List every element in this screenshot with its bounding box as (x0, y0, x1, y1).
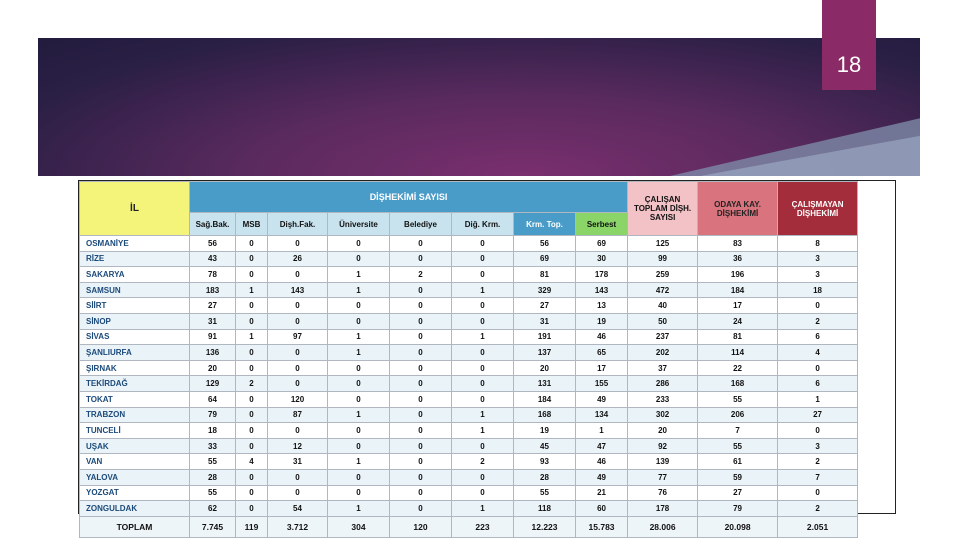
value-cell: 183 (190, 282, 236, 298)
value-cell: 1 (328, 454, 390, 470)
value-cell: 1 (452, 501, 514, 517)
decorative-sweep (670, 106, 920, 176)
city-cell: SİİRT (80, 298, 190, 314)
city-cell: TOPLAM (80, 516, 190, 537)
value-cell: 131 (514, 376, 576, 392)
value-cell: 0 (236, 407, 268, 423)
value-cell: 27 (190, 298, 236, 314)
col-header-belediye: Belediye (390, 213, 452, 236)
value-cell: 136 (190, 345, 236, 361)
value-cell: 1 (576, 423, 628, 439)
value-cell: 26 (268, 251, 328, 267)
value-cell: 0 (452, 251, 514, 267)
odaya-cell: 24 (698, 313, 778, 329)
value-cell: 13 (576, 298, 628, 314)
odaya-cell: 20.098 (698, 516, 778, 537)
calismayan-cell: 2 (778, 313, 858, 329)
value-cell: 0 (236, 423, 268, 439)
calismayan-cell: 6 (778, 376, 858, 392)
table-row (80, 485, 958, 501)
value-cell: 18 (190, 423, 236, 439)
value-cell: 87 (268, 407, 328, 423)
value-cell: 134 (576, 407, 628, 423)
calisan-cell: 20 (628, 423, 698, 439)
odaya-cell: 36 (698, 251, 778, 267)
calisan-cell: 92 (628, 438, 698, 454)
table-row (80, 407, 958, 423)
value-cell: 3.712 (268, 516, 328, 537)
value-cell: 223 (452, 516, 514, 537)
value-cell: 0 (390, 236, 452, 252)
odaya-cell: 17 (698, 298, 778, 314)
calismayan-cell: 0 (778, 360, 858, 376)
calismayan-cell: 3 (778, 438, 858, 454)
value-cell: 0 (452, 267, 514, 283)
value-cell: 155 (576, 376, 628, 392)
value-cell: 91 (190, 329, 236, 345)
value-cell: 60 (576, 501, 628, 517)
value-cell: 12 (268, 438, 328, 454)
calisan-cell: 50 (628, 313, 698, 329)
value-cell: 1 (236, 329, 268, 345)
table-row (80, 236, 958, 252)
col-header-universite: Üniversite (328, 213, 390, 236)
value-cell: 12.223 (514, 516, 576, 537)
value-cell: 55 (190, 485, 236, 501)
value-cell: 49 (576, 469, 628, 485)
table-row (80, 391, 958, 407)
calismayan-header: ÇALIŞMAYAN DİŞHEKİMİ (778, 182, 858, 236)
value-cell: 0 (236, 236, 268, 252)
value-cell: 119 (236, 516, 268, 537)
col-header-sagbak: Sağ.Bak. (190, 213, 236, 236)
value-cell: 304 (328, 516, 390, 537)
value-cell: 17 (576, 360, 628, 376)
value-cell: 20 (190, 360, 236, 376)
value-cell: 0 (268, 313, 328, 329)
value-cell: 0 (328, 251, 390, 267)
value-cell: 0 (236, 298, 268, 314)
value-cell: 143 (576, 282, 628, 298)
odaya-cell: 55 (698, 438, 778, 454)
page-number: 18 (822, 0, 876, 90)
table-row (80, 438, 958, 454)
value-cell: 19 (576, 313, 628, 329)
value-cell: 0 (452, 313, 514, 329)
calismayan-cell: 6 (778, 329, 858, 345)
table-row (80, 282, 958, 298)
value-cell: 0 (236, 267, 268, 283)
city-cell: ZONGULDAK (80, 501, 190, 517)
value-cell: 31 (514, 313, 576, 329)
value-cell: 137 (514, 345, 576, 361)
calisan-cell: 472 (628, 282, 698, 298)
value-cell: 1 (452, 407, 514, 423)
odaya-cell: 61 (698, 454, 778, 470)
city-cell: TOKAT (80, 391, 190, 407)
value-cell: 0 (268, 236, 328, 252)
value-cell: 0 (390, 376, 452, 392)
value-cell: 79 (190, 407, 236, 423)
table-row (80, 298, 958, 314)
calisan-cell: 302 (628, 407, 698, 423)
odaya-cell: 184 (698, 282, 778, 298)
value-cell: 0 (390, 251, 452, 267)
value-cell: 56 (190, 236, 236, 252)
total-row (80, 516, 958, 537)
dentist-table (78, 180, 896, 532)
odaya-cell: 81 (698, 329, 778, 345)
table-row (80, 423, 958, 439)
value-cell: 1 (328, 407, 390, 423)
value-cell: 184 (514, 391, 576, 407)
table-row (80, 501, 958, 517)
calismayan-cell: 2 (778, 454, 858, 470)
city-cell: RİZE (80, 251, 190, 267)
value-cell: 2 (390, 267, 452, 283)
value-cell: 0 (390, 313, 452, 329)
calisan-cell: 202 (628, 345, 698, 361)
col-header-msb: MSB (236, 213, 268, 236)
odaya-cell: 55 (698, 391, 778, 407)
calisan-cell: 37 (628, 360, 698, 376)
value-cell: 0 (328, 485, 390, 501)
odaya-cell: 7 (698, 423, 778, 439)
value-cell: 0 (452, 376, 514, 392)
value-cell: 0 (390, 391, 452, 407)
value-cell: 65 (576, 345, 628, 361)
table-row (80, 345, 958, 361)
table-row (80, 329, 958, 345)
value-cell: 1 (328, 501, 390, 517)
value-cell: 0 (390, 423, 452, 439)
value-cell: 0 (236, 391, 268, 407)
value-cell: 0 (328, 376, 390, 392)
value-cell: 1 (328, 267, 390, 283)
calismayan-cell: 27 (778, 407, 858, 423)
odaya-cell: 196 (698, 267, 778, 283)
value-cell: 43 (190, 251, 236, 267)
value-cell: 97 (268, 329, 328, 345)
value-cell: 0 (390, 485, 452, 501)
calismayan-cell: 7 (778, 469, 858, 485)
value-cell: 49 (576, 391, 628, 407)
calismayan-cell: 2 (778, 501, 858, 517)
value-cell: 0 (452, 298, 514, 314)
value-cell: 0 (452, 345, 514, 361)
value-cell: 0 (236, 469, 268, 485)
value-cell: 81 (514, 267, 576, 283)
odaya-cell: 168 (698, 376, 778, 392)
value-cell: 191 (514, 329, 576, 345)
city-cell: SAMSUN (80, 282, 190, 298)
calisan-cell: 99 (628, 251, 698, 267)
value-cell: 69 (514, 251, 576, 267)
value-cell: 1 (236, 282, 268, 298)
value-cell: 0 (452, 469, 514, 485)
table-row (80, 267, 958, 283)
calisan-cell: 237 (628, 329, 698, 345)
value-cell: 1 (328, 329, 390, 345)
table-row (80, 454, 958, 470)
value-cell: 30 (576, 251, 628, 267)
value-cell: 1 (328, 345, 390, 361)
value-cell: 0 (268, 376, 328, 392)
value-cell: 69 (576, 236, 628, 252)
calisan-cell: 286 (628, 376, 698, 392)
value-cell: 329 (514, 282, 576, 298)
value-cell: 0 (390, 360, 452, 376)
odaya-cell: 27 (698, 485, 778, 501)
value-cell: 0 (390, 407, 452, 423)
city-cell: TEKİRDAĞ (80, 376, 190, 392)
value-cell: 0 (452, 360, 514, 376)
value-cell: 21 (576, 485, 628, 501)
value-cell: 19 (514, 423, 576, 439)
value-cell: 0 (328, 423, 390, 439)
value-cell: 0 (452, 391, 514, 407)
value-cell: 0 (328, 298, 390, 314)
value-cell: 93 (514, 454, 576, 470)
calisan-cell: 40 (628, 298, 698, 314)
calisan-cell: 125 (628, 236, 698, 252)
city-cell: SİNOP (80, 313, 190, 329)
value-cell: 55 (514, 485, 576, 501)
calisan-header: ÇALIŞAN TOPLAM DİŞH. SAYISI (628, 182, 698, 236)
value-cell: 143 (268, 282, 328, 298)
odaya-cell: 22 (698, 360, 778, 376)
value-cell: 1 (328, 282, 390, 298)
odaya-cell: 83 (698, 236, 778, 252)
city-cell: OSMANİYE (80, 236, 190, 252)
value-cell: 0 (390, 501, 452, 517)
value-cell: 2 (236, 376, 268, 392)
value-cell: 0 (452, 438, 514, 454)
value-cell: 45 (514, 438, 576, 454)
calismayan-cell: 1 (778, 391, 858, 407)
value-cell: 0 (236, 345, 268, 361)
odaya-cell: 206 (698, 407, 778, 423)
table-row (80, 251, 958, 267)
calisan-cell: 28.006 (628, 516, 698, 537)
il-header: İL (80, 182, 190, 236)
col-header-serbest: Serbest (576, 213, 628, 236)
calismayan-cell: 8 (778, 236, 858, 252)
odaya-cell: 79 (698, 501, 778, 517)
value-cell: 0 (268, 298, 328, 314)
value-cell: 78 (190, 267, 236, 283)
value-cell: 20 (514, 360, 576, 376)
value-cell: 178 (576, 267, 628, 283)
col-header-digkrm: Diğ. Krm. (452, 213, 514, 236)
value-cell: 0 (390, 282, 452, 298)
value-cell: 27 (514, 298, 576, 314)
city-cell: TRABZON (80, 407, 190, 423)
value-cell: 0 (268, 485, 328, 501)
city-cell: ŞANLIURFA (80, 345, 190, 361)
calismayan-cell: 0 (778, 485, 858, 501)
value-cell: 0 (236, 313, 268, 329)
value-cell: 56 (514, 236, 576, 252)
value-cell: 0 (390, 329, 452, 345)
value-cell: 54 (268, 501, 328, 517)
table-row (80, 469, 958, 485)
value-cell: 7.745 (190, 516, 236, 537)
city-cell: VAN (80, 454, 190, 470)
value-cell: 0 (268, 423, 328, 439)
calisan-cell: 233 (628, 391, 698, 407)
value-cell: 0 (268, 267, 328, 283)
value-cell: 55 (190, 454, 236, 470)
value-cell: 0 (328, 391, 390, 407)
col-header-dishfak: Dişh.Fak. (268, 213, 328, 236)
value-cell: 120 (390, 516, 452, 537)
calismayan-cell: 18 (778, 282, 858, 298)
calisan-cell: 77 (628, 469, 698, 485)
calismayan-cell: 0 (778, 423, 858, 439)
value-cell: 0 (328, 236, 390, 252)
value-cell: 0 (452, 236, 514, 252)
city-cell: SAKARYA (80, 267, 190, 283)
value-cell: 0 (390, 298, 452, 314)
table-row (80, 376, 958, 392)
value-cell: 4 (236, 454, 268, 470)
col-header-krmtop: Krm. Top. (514, 213, 576, 236)
calismayan-cell: 0 (778, 298, 858, 314)
city-cell: ŞIRNAK (80, 360, 190, 376)
value-cell: 2 (452, 454, 514, 470)
city-cell: UŞAK (80, 438, 190, 454)
group-header: DİŞHEKİMİ SAYISI (190, 182, 628, 213)
value-cell: 1 (452, 282, 514, 298)
value-cell: 0 (236, 485, 268, 501)
value-cell: 168 (514, 407, 576, 423)
value-cell: 62 (190, 501, 236, 517)
city-cell: TUNCELİ (80, 423, 190, 439)
value-cell: 0 (268, 345, 328, 361)
value-cell: 0 (268, 360, 328, 376)
value-cell: 46 (576, 454, 628, 470)
value-cell: 46 (576, 329, 628, 345)
table-row (80, 313, 958, 329)
value-cell: 0 (390, 454, 452, 470)
calismayan-cell: 3 (778, 267, 858, 283)
odaya-cell: 114 (698, 345, 778, 361)
value-cell: 120 (268, 391, 328, 407)
value-cell: 0 (236, 360, 268, 376)
value-cell: 0 (390, 469, 452, 485)
city-cell: YALOVA (80, 469, 190, 485)
value-cell: 0 (236, 251, 268, 267)
calisan-cell: 139 (628, 454, 698, 470)
city-cell: YOZGAT (80, 485, 190, 501)
value-cell: 0 (328, 313, 390, 329)
value-cell: 28 (190, 469, 236, 485)
calisan-cell: 76 (628, 485, 698, 501)
calismayan-cell: 4 (778, 345, 858, 361)
value-cell: 33 (190, 438, 236, 454)
value-cell: 15.783 (576, 516, 628, 537)
value-cell: 0 (236, 501, 268, 517)
value-cell: 0 (268, 469, 328, 485)
odaya-header: ODAYA KAY. DİŞHEKİMİ (698, 182, 778, 236)
value-cell: 1 (452, 423, 514, 439)
value-cell: 0 (390, 345, 452, 361)
value-cell: 0 (452, 485, 514, 501)
calisan-cell: 178 (628, 501, 698, 517)
value-cell: 47 (576, 438, 628, 454)
table-row (80, 360, 958, 376)
value-cell: 129 (190, 376, 236, 392)
value-cell: 118 (514, 501, 576, 517)
value-cell: 31 (190, 313, 236, 329)
calismayan-cell: 2.051 (778, 516, 858, 537)
value-cell: 31 (268, 454, 328, 470)
value-cell: 0 (236, 438, 268, 454)
value-cell: 1 (452, 329, 514, 345)
odaya-cell: 59 (698, 469, 778, 485)
value-cell: 28 (514, 469, 576, 485)
calisan-cell: 259 (628, 267, 698, 283)
value-cell: 0 (328, 360, 390, 376)
value-cell: 64 (190, 391, 236, 407)
value-cell: 0 (328, 469, 390, 485)
value-cell: 0 (390, 438, 452, 454)
title-banner (38, 38, 920, 176)
value-cell: 0 (328, 438, 390, 454)
city-cell: SİVAS (80, 329, 190, 345)
calismayan-cell: 3 (778, 251, 858, 267)
